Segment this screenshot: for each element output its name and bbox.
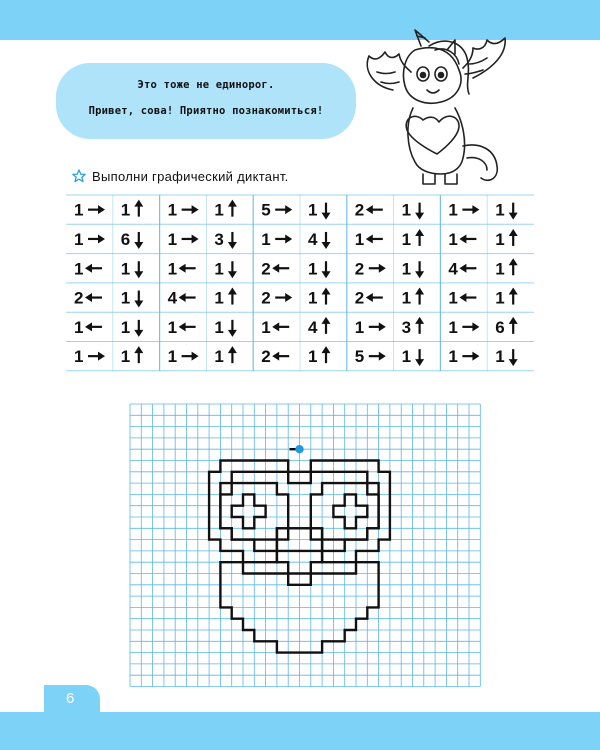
dictation-step (168, 289, 196, 308)
step-count: 1 (74, 317, 84, 337)
arrow-right-icon (182, 234, 199, 243)
step-count: 1 (401, 229, 412, 249)
step-count: 1 (448, 229, 458, 249)
dictation-step (448, 259, 476, 278)
step-count: 1 (214, 288, 224, 308)
page-number: 6 (66, 690, 75, 707)
dictation-step (168, 347, 199, 366)
owl-left-eye (232, 494, 266, 528)
dictation-step (495, 288, 518, 308)
step-count: 2 (354, 200, 365, 220)
dictation-step (355, 289, 383, 308)
dictation-step (448, 318, 479, 337)
arrow-right-icon (275, 205, 292, 214)
arrow-down-icon (322, 203, 331, 220)
arrow-right-icon (275, 293, 292, 302)
step-count: 1 (167, 317, 178, 337)
dictation-step (355, 318, 386, 337)
arrow-left-icon (366, 205, 383, 214)
dictation-step (402, 317, 425, 337)
arrow-up-icon (322, 346, 331, 363)
step-count: 3 (214, 229, 224, 249)
dictation-step (261, 259, 289, 278)
step-count: 1 (495, 229, 505, 249)
step-count: 1 (448, 200, 458, 220)
dictation-step (214, 346, 237, 366)
step-count: 1 (308, 200, 318, 220)
step-count: 1 (120, 317, 131, 337)
step-count: 1 (308, 288, 318, 308)
arrow-up-icon (509, 258, 518, 275)
dictation-step (74, 259, 102, 278)
dictation-step (74, 318, 102, 337)
arrow-right-icon (462, 322, 479, 331)
arrow-down-icon (134, 232, 143, 249)
arrow-left-icon (85, 322, 102, 331)
step-count: 2 (354, 288, 365, 308)
dictation-step (74, 230, 105, 249)
dictation-step (495, 347, 518, 366)
step-count: 1 (354, 229, 365, 249)
star-icon (72, 169, 86, 183)
dictation-step (121, 200, 144, 220)
speech-bubble (56, 63, 356, 139)
step-count: 1 (495, 347, 505, 367)
dictation-step (121, 230, 144, 249)
dictation-step (448, 289, 476, 308)
step-count: 1 (495, 200, 505, 220)
step-count: 1 (495, 259, 505, 279)
owl-left-eye-ring (220, 483, 288, 539)
arrow-up-icon (228, 200, 237, 217)
arrow-left-icon (366, 234, 383, 243)
arrow-down-icon (134, 291, 143, 308)
step-count: 2 (261, 288, 271, 308)
arrow-left-icon (85, 293, 102, 302)
step-count: 1 (401, 288, 412, 308)
step-count: 1 (74, 229, 84, 249)
dictation-step (74, 201, 105, 220)
step-count: 1 (401, 200, 412, 220)
arrow-down-icon (134, 320, 143, 337)
step-count: 1 (120, 200, 131, 220)
arrow-left-icon (272, 352, 289, 361)
step-count: 6 (120, 229, 131, 249)
arrow-right-icon (88, 234, 105, 243)
dictation-step (214, 288, 237, 308)
step-count: 5 (354, 347, 365, 367)
dictation-step (168, 318, 196, 337)
step-count: 1 (448, 288, 458, 308)
arrow-right-icon (369, 352, 386, 361)
dictation-step (74, 289, 102, 308)
dictation-step (261, 347, 289, 366)
speech-line-2: Привет, сова! Приятно познакомиться! (88, 105, 324, 117)
arrow-right-icon (182, 352, 199, 361)
dictation-step (168, 230, 199, 249)
step-count: 1 (308, 347, 318, 367)
task-text: Выполни графический диктант. (92, 168, 289, 184)
step-count: 1 (214, 317, 224, 337)
step-count: 2 (74, 288, 84, 308)
step-count: 1 (167, 347, 178, 367)
step-count: 4 (167, 288, 178, 308)
step-count: 1 (401, 259, 412, 279)
step-count: 1 (167, 229, 178, 249)
dictation-step (402, 229, 425, 249)
arrow-up-icon (415, 317, 424, 334)
step-count: 1 (448, 347, 458, 367)
dictation-step (168, 201, 199, 220)
step-count: 1 (120, 347, 131, 367)
arrow-up-icon (134, 346, 143, 363)
dictation-step (214, 259, 237, 278)
step-count: 1 (261, 317, 271, 337)
arrow-down-icon (228, 261, 237, 278)
dictation-step (308, 230, 331, 249)
arrow-up-icon (509, 317, 518, 334)
arrow-left-icon (272, 322, 289, 331)
dictation-step (448, 201, 479, 220)
arrow-down-icon (322, 261, 331, 278)
dictation-step (308, 346, 331, 366)
dictation-step (308, 288, 331, 308)
arrow-down-icon (322, 232, 331, 249)
owl-right-eye-ring (311, 483, 379, 539)
dictation-step (355, 201, 383, 220)
arrow-left-icon (459, 234, 476, 243)
arrow-up-icon (322, 317, 331, 334)
step-count: 5 (261, 200, 271, 220)
step-count: 2 (354, 259, 365, 279)
arrow-left-icon (179, 293, 196, 302)
arrow-up-icon (228, 288, 237, 305)
step-count: 4 (308, 229, 318, 249)
step-count: 1 (74, 347, 84, 367)
step-count: 1 (214, 200, 224, 220)
dictation-step (402, 347, 425, 366)
dictation-step (214, 318, 237, 337)
dictation-step (121, 259, 144, 278)
owl-head-outline (209, 461, 390, 563)
arrow-down-icon (509, 349, 518, 366)
owl-body (220, 562, 378, 652)
arrow-up-icon (134, 200, 143, 217)
dictation-step (121, 318, 144, 337)
bottom-color-band (0, 712, 600, 750)
step-count: 1 (167, 200, 178, 220)
dictation-step (495, 258, 518, 278)
arrow-right-icon (369, 322, 386, 331)
dictation-step (308, 259, 331, 278)
arrow-down-icon (415, 261, 424, 278)
dictation-step (448, 230, 476, 249)
dictation-step (495, 201, 518, 220)
arrow-down-icon (228, 232, 237, 249)
step-count: 1 (448, 317, 458, 337)
dictation-step (74, 347, 105, 366)
dictation-step (214, 200, 237, 220)
arrow-right-icon (462, 205, 479, 214)
dictation-step (214, 230, 237, 249)
step-count: 1 (495, 288, 505, 308)
arrow-up-icon (509, 229, 518, 246)
dictation-step (495, 317, 518, 337)
arrow-up-icon (228, 346, 237, 363)
arrow-right-icon (88, 205, 105, 214)
owl-head-inner (220, 472, 378, 551)
arrow-left-icon (459, 264, 476, 273)
arrow-right-icon (182, 205, 199, 214)
arrow-down-icon (134, 261, 143, 278)
step-count: 1 (120, 288, 131, 308)
step-count: 2 (261, 347, 271, 367)
arrow-left-icon (459, 293, 476, 302)
dictation-step (261, 318, 289, 337)
arrow-up-icon (415, 288, 424, 305)
dictation-step (261, 201, 292, 220)
dictation-step (168, 259, 196, 278)
arrow-down-icon (228, 320, 237, 337)
arrow-up-icon (415, 229, 424, 246)
step-count: 1 (167, 259, 178, 279)
unicorn-illustration (355, 28, 530, 188)
arrow-down-icon (415, 203, 424, 220)
dictation-step (402, 259, 425, 278)
dictation-step (355, 230, 383, 249)
dictation-step (402, 288, 425, 308)
arrow-up-icon (509, 288, 518, 305)
step-count: 6 (495, 317, 505, 337)
step-count: 1 (308, 259, 318, 279)
arrow-left-icon (179, 322, 196, 331)
arrow-right-icon (88, 352, 105, 361)
step-count: 1 (401, 347, 412, 367)
owl-right-eye (333, 494, 367, 528)
arrow-down-icon (415, 349, 424, 366)
dictation-step (261, 289, 292, 308)
dictation-step (308, 201, 331, 220)
dictation-step (448, 347, 479, 366)
dictation-step (121, 346, 144, 366)
step-count: 1 (214, 259, 224, 279)
dictation-step (402, 201, 425, 220)
step-count: 3 (401, 317, 412, 337)
dictation-step (355, 259, 386, 278)
arrow-down-icon (509, 203, 518, 220)
dictation-step (121, 289, 144, 308)
dictation-step (355, 347, 386, 366)
arrow-left-icon (366, 293, 383, 302)
owl-beak (277, 528, 322, 573)
step-count: 2 (261, 259, 271, 279)
dictation-step (261, 230, 292, 249)
arrow-up-icon (322, 288, 331, 305)
step-count: 4 (308, 317, 318, 337)
task-instruction (72, 167, 289, 185)
step-count: 1 (354, 317, 365, 337)
dictation-step (308, 317, 331, 337)
arrow-right-icon (369, 264, 386, 273)
step-count: 1 (261, 229, 271, 249)
step-count: 1 (74, 200, 84, 220)
step-count: 4 (448, 259, 458, 279)
arrow-left-icon (272, 264, 289, 273)
arrow-left-icon (85, 264, 102, 273)
step-count: 1 (214, 347, 224, 367)
step-count: 1 (120, 259, 131, 279)
arrow-right-icon (275, 234, 292, 243)
start-dot (295, 445, 303, 453)
speech-line-1: Это тоже не единорог. (137, 79, 275, 91)
arrow-left-icon (179, 264, 196, 273)
arrow-right-icon (462, 352, 479, 361)
step-count: 1 (74, 259, 84, 279)
dictation-step (495, 229, 518, 249)
